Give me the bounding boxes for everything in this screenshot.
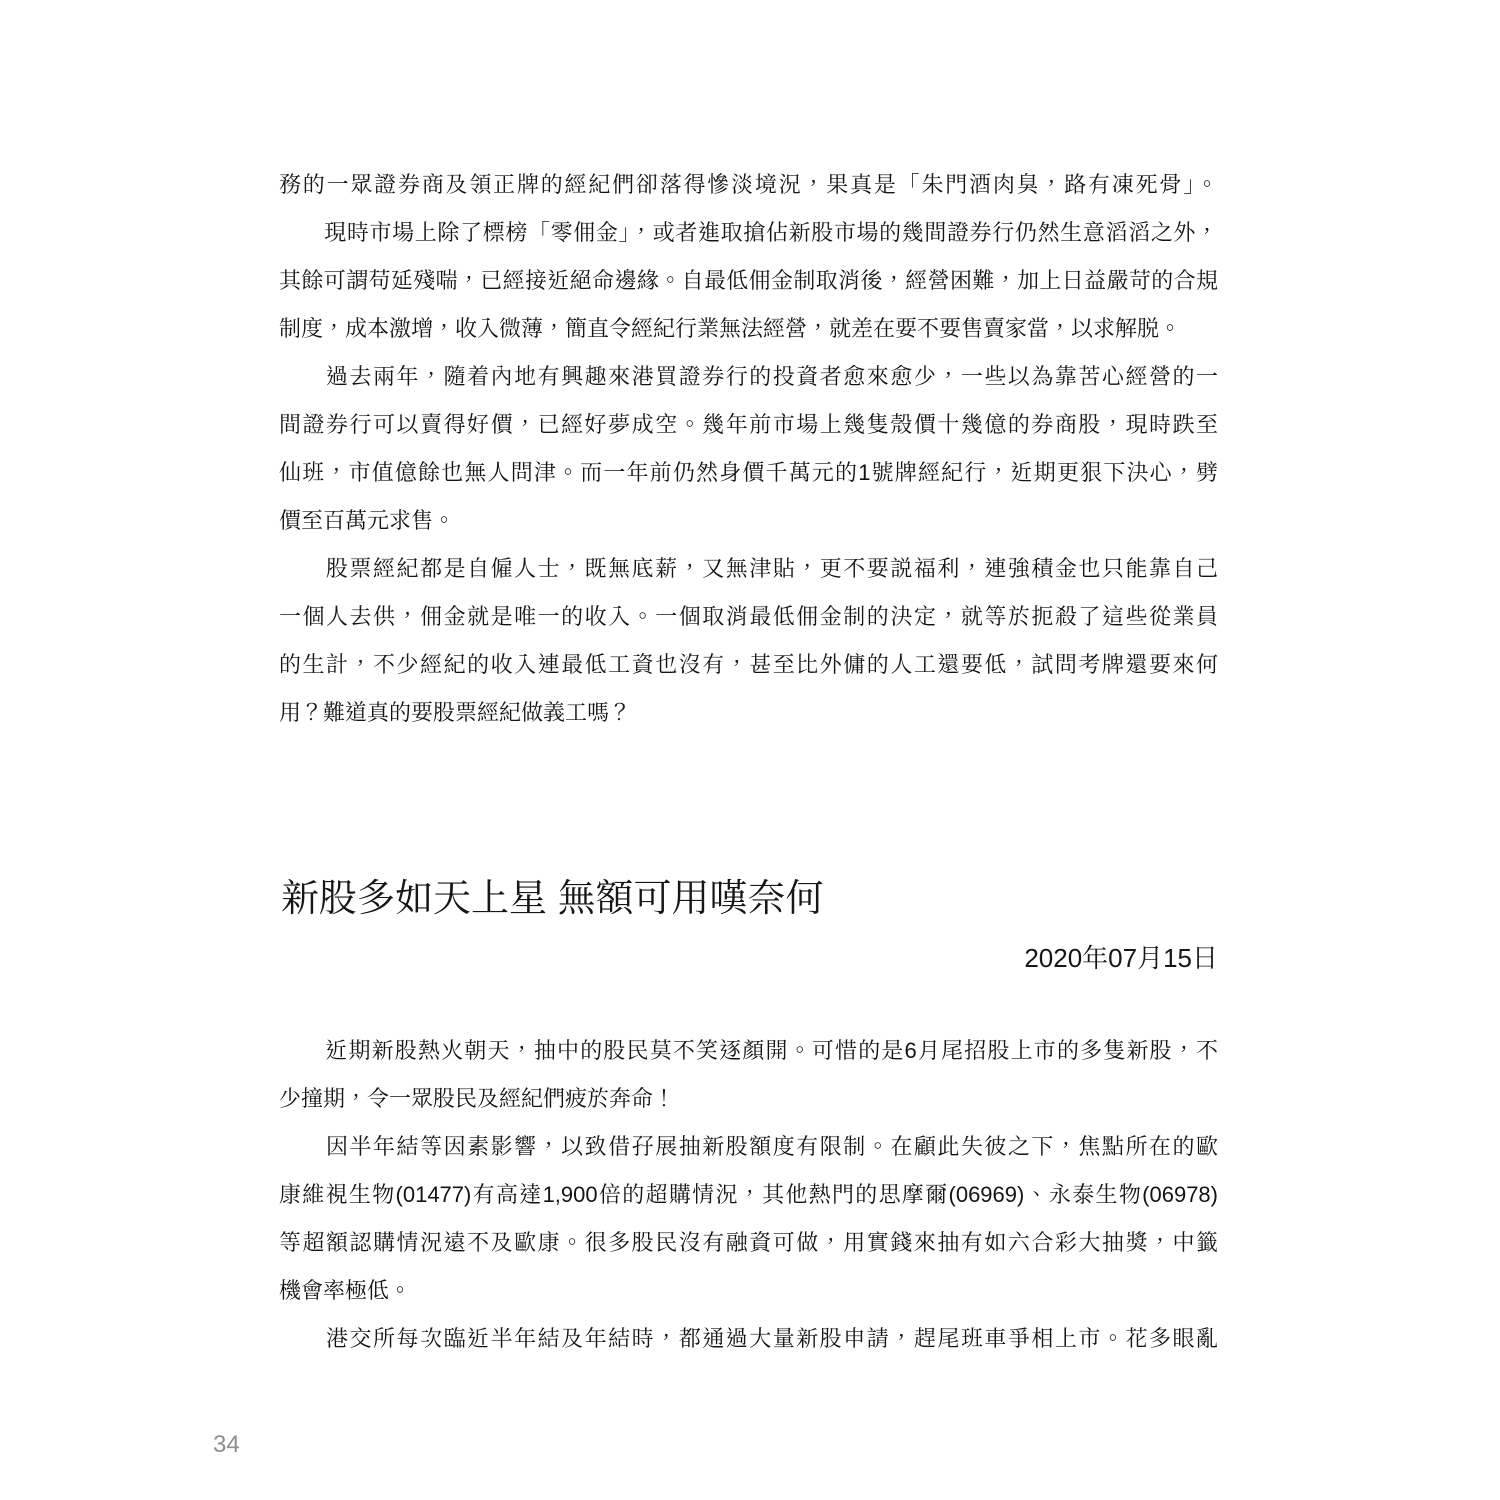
- article-date: 2020年07月15日: [1024, 943, 1218, 973]
- text-line: 其餘可謂苟延殘喘，已經接近絕命邊緣。自最低佣金制取消後，經營困難，加上日益嚴苛的合規: [279, 268, 1218, 293]
- text-line: 機會率極低。: [279, 1278, 412, 1303]
- text-line: 務的一眾證券商及領正牌的經紀們卻落得慘淡境況，果真是「朱門酒肉臭，路有凍死骨」。: [279, 172, 1218, 197]
- text-line: 的生計，不少經紀的收入連最低工資也沒有，甚至比外傭的人工還要低，試問考牌還要來何: [279, 652, 1218, 677]
- text-line: 股票經紀都是自僱人士，既無底薪，又無津貼，更不要説福利，連強積金也只能靠自己: [279, 556, 1218, 581]
- text-line: 等超額認購情況遠不及歐康。很多股民沒有融資可做，用實錢來抽有如六合彩大抽獎，中籤: [279, 1230, 1218, 1255]
- text-line: 因半年結等因素影響，以致借孖展抽新股額度有限制。在顧此失彼之下，焦點所在的歐: [279, 1134, 1218, 1159]
- page-number: 34: [213, 1431, 240, 1458]
- text-line: 近期新股熱火朝天，抽中的股民莫不笑逐顏開。可惜的是6月尾招股上市的多隻新股，不: [279, 1038, 1218, 1063]
- article-title: 新股多如天上星 無額可用嘆奈何: [281, 878, 824, 920]
- text-line: 價至百萬元求售。: [279, 508, 456, 533]
- text-line: 過去兩年，隨着內地有興趣來港買證券行的投資者愈來愈少，一些以為靠苦心經營的一: [279, 364, 1218, 389]
- text-line: 仙班，市值億餘也無人問津。而一年前仍然身價千萬元的1號牌經紀行，近期更狠下決心，劈: [279, 460, 1218, 485]
- text-line: 現時市場上除了標榜「零佣金」，或者進取搶佔新股市場的幾間證券行仍然生意滔滔之外，: [279, 220, 1218, 245]
- text-line: 港交所每次臨近半年結及年結時，都通過大量新股申請，趕尾班車爭相上市。花多眼亂: [279, 1326, 1218, 1351]
- text-line: 一個人去供，佣金就是唯一的收入。一個取消最低佣金制的決定，就等於扼殺了這些從業員: [279, 604, 1218, 629]
- text-line: 少撞期，令一眾股民及經紀們疲於奔命！: [279, 1086, 676, 1111]
- text-line: 間證券行可以賣得好價，已經好夢成空。幾年前市場上幾隻殼價十幾億的券商股，現時跌至: [279, 412, 1218, 437]
- text-line: 康維視生物(01477)有高達1,900倍的超購情況，其他熱門的思摩爾(06969)、永泰生物(06978): [279, 1182, 1218, 1207]
- previous-article-body: [279, 161, 1218, 737]
- text-line: 用？難道真的要股票經紀做義工嗎？: [279, 700, 632, 725]
- article-body: [279, 1027, 1218, 1363]
- text-line: 制度，成本激增，收入微薄，簡直令經紀行業無法經營，就差在要不要售賣家當，以求解脱。: [279, 316, 1182, 341]
